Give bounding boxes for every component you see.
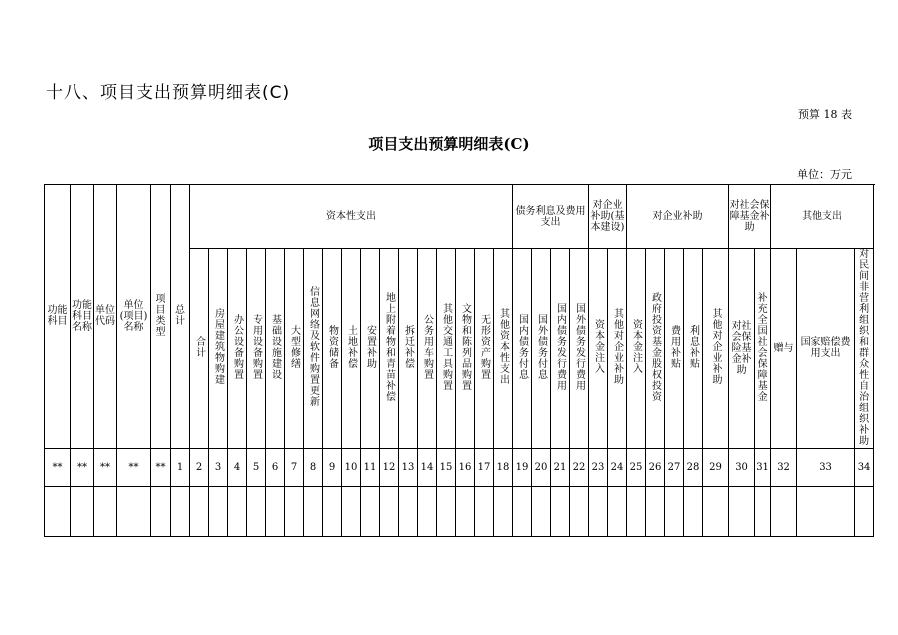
data-cell <box>665 486 684 536</box>
data-cell <box>71 486 94 536</box>
col-header: 国外债务付息 <box>532 249 551 449</box>
data-cell <box>684 486 703 536</box>
empty-data-row <box>45 486 874 536</box>
index-cell: 9 <box>323 448 342 486</box>
index-cell: 16 <box>456 448 475 486</box>
index-cell: ** <box>94 448 117 486</box>
index-cell: 7 <box>285 448 304 486</box>
group-debt: 债务利息及费用支出 <box>513 185 589 249</box>
header-function-code: 功能科目 <box>45 185 71 449</box>
index-cell: 14 <box>418 448 437 486</box>
data-cell <box>437 486 456 536</box>
col-header: 大型修缮 <box>285 249 304 449</box>
index-cell: ** <box>45 448 71 486</box>
group-social: 对社会保障基金补助 <box>729 185 771 249</box>
index-cell: 29 <box>703 448 729 486</box>
col-header: 无形资产购置 <box>475 249 494 449</box>
data-cell <box>418 486 437 536</box>
data-cell <box>608 486 627 536</box>
index-cell: 11 <box>361 448 380 486</box>
data-cell <box>247 486 266 536</box>
index-cell: 18 <box>494 448 513 486</box>
col-header: 合计 <box>190 249 209 449</box>
data-cell <box>771 486 797 536</box>
data-cell <box>380 486 399 536</box>
data-cell <box>209 486 228 536</box>
col-header: 信息网络及软件购置更新 <box>304 249 323 449</box>
col-header: 国家赔偿费用支出 <box>797 249 855 449</box>
col-header: 对民间非营利组织和群众性自治组织补助 <box>855 249 874 449</box>
data-cell <box>627 486 646 536</box>
data-cell <box>855 486 874 536</box>
col-header: 补充全国社会保障基金 <box>755 249 771 449</box>
col-header: 对社会保险基金补助 <box>729 249 755 449</box>
data-cell <box>285 486 304 536</box>
index-cell: 27 <box>665 448 684 486</box>
data-cell <box>513 486 532 536</box>
data-cell <box>399 486 418 536</box>
header-total: 总计 <box>171 185 190 449</box>
data-cell <box>729 486 755 536</box>
index-cell: 24 <box>608 448 627 486</box>
col-header: 文物和陈列品购置 <box>456 249 475 449</box>
data-cell <box>646 486 665 536</box>
col-header: 费用补贴 <box>665 249 684 449</box>
group-enterprise-subsidy: 对企业补助 <box>627 185 729 249</box>
data-cell <box>532 486 551 536</box>
index-cell: 19 <box>513 448 532 486</box>
col-header: 其他资本性支出 <box>494 249 513 449</box>
group-other: 其他支出 <box>771 185 874 249</box>
index-cell: 15 <box>437 448 456 486</box>
data-cell <box>551 486 570 536</box>
index-cell: 22 <box>570 448 589 486</box>
col-header: 拆迁补偿 <box>399 249 418 449</box>
index-cell: 10 <box>342 448 361 486</box>
data-cell <box>228 486 247 536</box>
data-cell <box>494 486 513 536</box>
index-cell: 8 <box>304 448 323 486</box>
col-header: 基础设施建设 <box>266 249 285 449</box>
col-header: 国内债务付息 <box>513 249 532 449</box>
col-header: 房屋建筑物购建 <box>209 249 228 449</box>
index-cell: 25 <box>627 448 646 486</box>
index-cell: 2 <box>190 448 209 486</box>
col-header: 公务用车购置 <box>418 249 437 449</box>
index-cell: 33 <box>797 448 855 486</box>
data-cell <box>94 486 117 536</box>
data-cell <box>151 486 171 536</box>
index-cell: 23 <box>589 448 608 486</box>
col-header: 安置补助 <box>361 249 380 449</box>
index-cell: 28 <box>684 448 703 486</box>
col-header: 专用设备购置 <box>247 249 266 449</box>
form-code: 预算 18 表 <box>798 108 852 121</box>
data-cell <box>266 486 285 536</box>
data-cell <box>797 486 855 536</box>
col-header: 土地补偿 <box>342 249 361 449</box>
data-cell <box>361 486 380 536</box>
group-enterprise-capital: 对企业补助(基本建设) <box>589 185 627 249</box>
data-cell <box>755 486 771 536</box>
col-header: 赠与 <box>771 249 797 449</box>
header-project-type: 项目类型 <box>151 185 171 449</box>
data-cell <box>703 486 729 536</box>
index-cell: 30 <box>729 448 755 486</box>
group-capital: 资本性支出 <box>190 185 513 249</box>
budget-table <box>44 184 874 537</box>
index-cell: 17 <box>475 448 494 486</box>
index-cell: 13 <box>399 448 418 486</box>
col-header: 国内债务发行费用 <box>551 249 570 449</box>
data-cell <box>45 486 71 536</box>
col-header: 资本金注入 <box>627 249 646 449</box>
col-header: 物资储备 <box>323 249 342 449</box>
col-header: 其他交通工具购置 <box>437 249 456 449</box>
data-cell <box>475 486 494 536</box>
col-header: 其他对企业补助 <box>608 249 627 449</box>
data-cell <box>342 486 361 536</box>
data-cell <box>304 486 323 536</box>
index-cell: ** <box>151 448 171 486</box>
col-header: 利息补贴 <box>684 249 703 449</box>
header-unit-name: 单位(项目)名称 <box>117 185 151 449</box>
col-header: 办公设备购置 <box>228 249 247 449</box>
header-function-name: 功能科目名称 <box>71 185 94 449</box>
index-cell: 1 <box>171 448 190 486</box>
header-unit-code: 单位代码 <box>94 185 117 449</box>
data-cell <box>171 486 190 536</box>
col-header: 地上附着物和青苗补偿 <box>380 249 399 449</box>
index-cell: ** <box>71 448 94 486</box>
index-cell: 4 <box>228 448 247 486</box>
index-cell: ** <box>117 448 151 486</box>
data-cell <box>570 486 589 536</box>
col-header: 政府投资基金股权投资 <box>646 249 665 449</box>
index-cell: 5 <box>247 448 266 486</box>
col-header: 资本金注入 <box>589 249 608 449</box>
data-cell <box>190 486 209 536</box>
col-header: 国外债务发行费用 <box>570 249 589 449</box>
index-cell: 31 <box>755 448 771 486</box>
data-cell <box>323 486 342 536</box>
data-cell <box>456 486 475 536</box>
index-cell: 34 <box>855 448 874 486</box>
table-title: 项目支出预算明细表(C) <box>368 135 530 153</box>
col-header: 其他对企业补助 <box>703 249 729 449</box>
index-cell: 21 <box>551 448 570 486</box>
index-cell: 12 <box>380 448 399 486</box>
data-cell <box>117 486 151 536</box>
data-cell <box>589 486 608 536</box>
unit-label: 单位：万元 <box>797 168 852 181</box>
index-cell: 20 <box>532 448 551 486</box>
index-cell: 26 <box>646 448 665 486</box>
page-heading: 十八、项目支出预算明细表(C) <box>46 83 291 103</box>
index-cell: 3 <box>209 448 228 486</box>
index-row <box>45 448 874 486</box>
index-cell: 6 <box>266 448 285 486</box>
index-cell: 32 <box>771 448 797 486</box>
